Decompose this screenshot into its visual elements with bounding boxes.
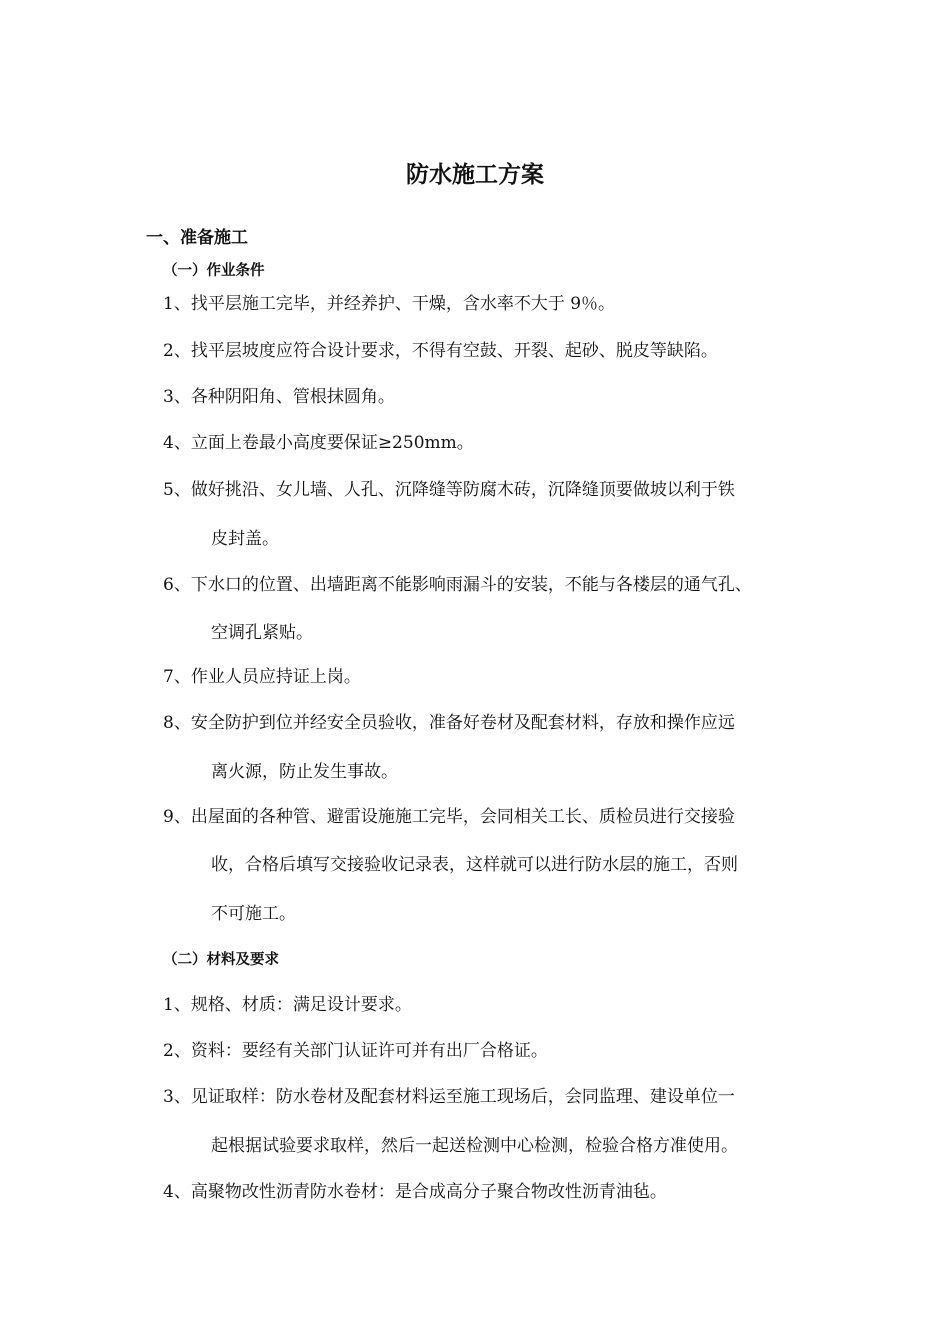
list-item-continuation: 起根据试验要求取样，然后一起送检测中心检测，检验合格方准使用。 <box>211 1136 738 1156</box>
list-item: 6、下水口的位置、出墙距离不能影响雨漏斗的安装，不能与各楼层的通气孔、 <box>163 575 752 595</box>
section-heading-preparation: 一、准备施工 <box>146 228 248 248</box>
list-item: 1、规格、材质：满足设计要求。 <box>163 995 412 1015</box>
list-item-continuation: 不可施工。 <box>211 904 296 924</box>
list-item: 4、高聚物改性沥青防水卷材：是合成高分子聚合物改性沥青油毡。 <box>163 1182 667 1202</box>
document-title: 防水施工方案 <box>406 162 544 188</box>
list-item: 8、安全防护到位并经安全员验收，准备好卷材及配套材料，存放和操作应远 <box>163 713 735 733</box>
list-item: 1、找平层施工完毕，并经养护、干燥，含水率不大于 9％。 <box>163 294 616 314</box>
subsection-heading-work-conditions: （一）作业条件 <box>163 263 265 279</box>
list-item-continuation: 皮封盖。 <box>211 529 279 549</box>
list-item-continuation: 离火源，防止发生事故。 <box>211 762 398 782</box>
list-item: 2、找平层坡度应符合设计要求，不得有空鼓、开裂、起砂、脱皮等缺陷。 <box>163 341 718 361</box>
list-item: 9、出屋面的各种管、避雷设施施工完毕，会同相关工长、质检员进行交接验 <box>163 807 735 827</box>
list-item: 3、见证取样：防水卷材及配套材料运至施工现场后，会同监理、建设单位一 <box>163 1087 735 1107</box>
subsection-heading-materials: （二）材料及要求 <box>163 952 279 968</box>
list-item: 4、立面上卷最小高度要保证≥250mm。 <box>163 433 474 453</box>
list-item: 7、作业人员应持证上岗。 <box>163 667 361 687</box>
list-item-continuation: 空调孔紧贴。 <box>211 623 313 643</box>
list-item: 3、各种阴阳角、管根抹圆角。 <box>163 387 395 407</box>
list-item: 2、资料：要经有关部门认证许可并有出厂合格证。 <box>163 1041 548 1061</box>
list-item-continuation: 收，合格后填写交接验收记录表，这样就可以进行防水层的施工，否则 <box>211 855 738 875</box>
list-item: 5、做好挑沿、女儿墙、人孔、沉降缝等防腐木砖，沉降缝顶要做坡以利于铁 <box>163 480 735 500</box>
